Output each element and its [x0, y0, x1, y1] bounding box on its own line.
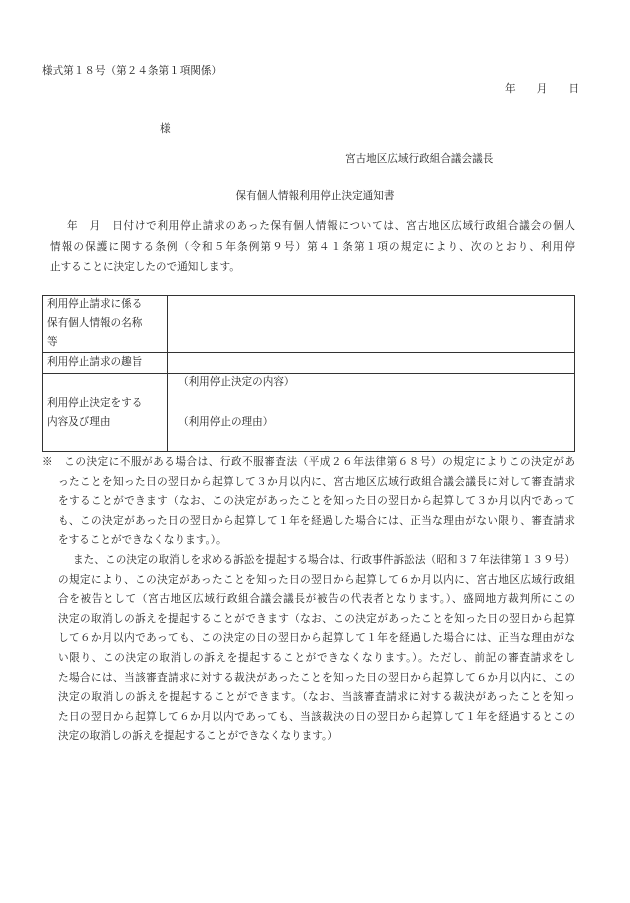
label-decision-content-reason: 利用停止決定をする内容及び理由: [47, 398, 143, 428]
notice-line: ったことを知った日の翌日から起算して３か月以内に、宮古地区広域行政組合議会議長に対して審査請求: [58, 476, 575, 488]
notice-line: も、この決定があった日の翌日から起算して１年を経過した場合には、正当な理由がない限り、審査請求: [58, 515, 575, 527]
body-line: 年 月 日付けで利用停止請求のあった保有個人情報については、宮古地区広域行政組合議会の個人: [67, 221, 575, 232]
notice-line: た場合には、当該審査請求に対する裁決があったことを知った日の翌日から起算して６か月以内に、この: [58, 672, 575, 684]
decision-reason-heading: （利用停止の理由）: [178, 417, 274, 428]
body-line: 情報の保護に関する条例（令和５年条例第９号）第４１条第１項の規定により、次のとおり、利用停: [50, 241, 575, 253]
notice-line: また、この決定の取消しを求める訴訟を提起する場合は、行政事件訴訟法（昭和３７年法律第１３９号）: [73, 555, 575, 566]
notice-line: 合を被告として（宮古地区広域行政組合議会議長が被告の代表者となります。）、盛岡地方裁判所にこの: [58, 594, 575, 606]
label-request-purpose: 利用停止請求の趣旨: [47, 357, 143, 368]
notice-line: 決定の取消しの訴えを提起することができます。（なお、当該審査請求に対する裁決があったことを知っ: [58, 692, 575, 704]
notice-line: 決定の取消しの訴えを提起することができなくなります。）: [58, 731, 338, 743]
body-line: 止することに決定したので通知します。: [50, 262, 240, 273]
notice-line: して６か月以内であっても、この決定の日の翌日から起算して１年を経過した場合には、正当な理由がな: [58, 633, 575, 645]
notice-line: い限り、この決定の取消しの訴えを提起することができなくなります。）。ただし、前記の審査請求をし: [58, 653, 575, 664]
sender-name: 宮古地区広域行政組合議会議長: [345, 154, 494, 165]
notice-line: をすることができます（なお、この決定があったことを知った日の翌日から起算して３か月以内であって: [58, 496, 575, 508]
label-info-name: 利用停止請求に係る保有個人情報の名称等: [47, 299, 143, 348]
addressee-suffix: 様: [160, 124, 171, 135]
date-line: 年 月 日: [505, 84, 580, 95]
document-title: 保有個人情報利用停止決定通知書: [235, 191, 395, 202]
notice-line: た日の翌日から起算して６か月以内であっても、当該裁決の日の翌日から起算して１年を経過するとこの: [58, 711, 575, 723]
notice-line: をすることができなくなります。）。: [58, 535, 227, 547]
form-number: 様式第１８号（第２４条第１項関係）: [42, 66, 223, 77]
notice-line: の規定により、この決定があったことを知った日の翌日から起算して６か月以内に、宮古地区広域行政組: [58, 574, 575, 586]
decision-content-heading: （利用停止決定の内容）: [178, 377, 295, 388]
notice-line: 決定の取消しの訴えを提起することができます（なお、この決定があったことを知った日の翌日から起算: [58, 613, 575, 625]
notice-line: ※ この決定に不服がある場合は、行政不服審査法（平成２６年法律第６８号）の規定によりこの決定があ: [42, 457, 575, 468]
